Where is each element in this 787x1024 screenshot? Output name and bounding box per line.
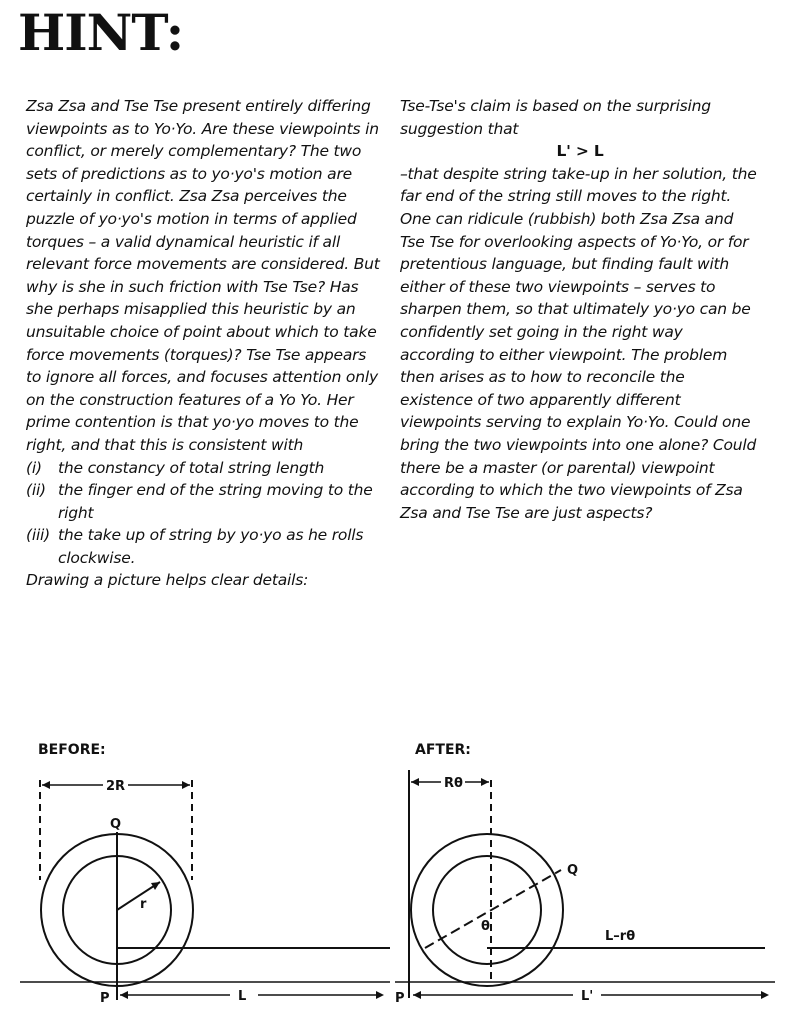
arrow-head bbox=[42, 781, 50, 789]
label-l: L bbox=[238, 989, 247, 1004]
label-r: r bbox=[140, 897, 147, 912]
list-item bbox=[26, 524, 386, 569]
right-paragraph-1: –that despite string take-up in her solution, the far end of the string still moves to the right. bbox=[400, 164, 757, 206]
label-l-prime: L' bbox=[581, 989, 594, 1004]
after-diagram bbox=[395, 770, 775, 1015]
formula: L' > L bbox=[556, 142, 604, 161]
label-string: L–rθ bbox=[605, 929, 636, 944]
arrow-head bbox=[376, 991, 384, 999]
before-label: BEFORE: bbox=[38, 742, 106, 758]
label-rtheta: Rθ bbox=[444, 776, 463, 791]
point-p: P bbox=[395, 991, 405, 1006]
arrow-head bbox=[761, 991, 769, 999]
point-q: Q bbox=[110, 817, 122, 832]
arrow-head bbox=[411, 778, 419, 786]
right-paragraph-2: One can ridicule (rubbish) both Zsa Zsa and Tse Tse for overlooking aspects of Yo·Yo, or for pretentious language, but finding fault with either of these two viewpoints – serves to sharpen them, so that ultimately yo·yo can be confidently set going in the right way according to either viewpoint. The problem then arises as to how to reconcile the existence of two apparently different viewpoints serving to explain Yo·Yo. Could one bring the two viewpoints into one alone? Could there be a master (or parental) viewpoint according to which the two viewpoints of Zsa Zsa and Tse Tse are just aspects? bbox=[400, 209, 757, 522]
list-item bbox=[26, 479, 386, 524]
after-label: AFTER: bbox=[415, 742, 471, 758]
arrow-head bbox=[413, 991, 421, 999]
list-number: (ii) bbox=[26, 481, 46, 500]
list-number: (iii) bbox=[26, 526, 51, 545]
left-column bbox=[26, 95, 386, 592]
arrow-head bbox=[182, 781, 190, 789]
list-number: (i) bbox=[26, 458, 42, 477]
point-p: P bbox=[100, 991, 110, 1006]
label-theta: θ bbox=[481, 919, 490, 934]
list-text: the take up of string by yo·yo as he rolls clockwise. bbox=[58, 526, 364, 567]
arrow-head bbox=[481, 778, 489, 786]
left-paragraph: Zsa Zsa and Tse Tse present entirely differing viewpoints as to Yo·Yo. Are these viewpoints in conflict, or merely complementary? The two sets of predictions as to yo·yo's motion are certainly in conflict. Zsa Zsa perceives the puzzle of yo·yo's motion in terms of applied torques – a valid dynamical heuristic if all relevant force movements are considered. But why is she in such friction with Tse Tse? Has she perhaps misapplied this heuristic by an unsuitable choice of point about which to take force movements (torques)? Tse Tse appears to ignore all forces, and focuses attention only on the construction features of a Yo Yo. Her prime contention is that yo·yo moves to the right, and that this is consistent with bbox=[26, 97, 380, 454]
closing-sentence: Drawing a picture helps clear details: bbox=[26, 571, 309, 590]
list-item bbox=[26, 457, 386, 480]
list-text: the constancy of total string length bbox=[58, 458, 325, 477]
label-2r: 2R bbox=[106, 779, 126, 794]
right-intro: Tse-Tse's claim is based on the surprising suggestion that bbox=[400, 97, 711, 138]
point-q: Q bbox=[567, 863, 579, 878]
page-title: HINT: bbox=[18, 3, 184, 62]
right-column bbox=[400, 95, 760, 524]
arrow-head bbox=[120, 991, 128, 999]
list-text: the finger end of the string moving to the right bbox=[58, 481, 373, 522]
before-diagram bbox=[20, 770, 390, 1015]
